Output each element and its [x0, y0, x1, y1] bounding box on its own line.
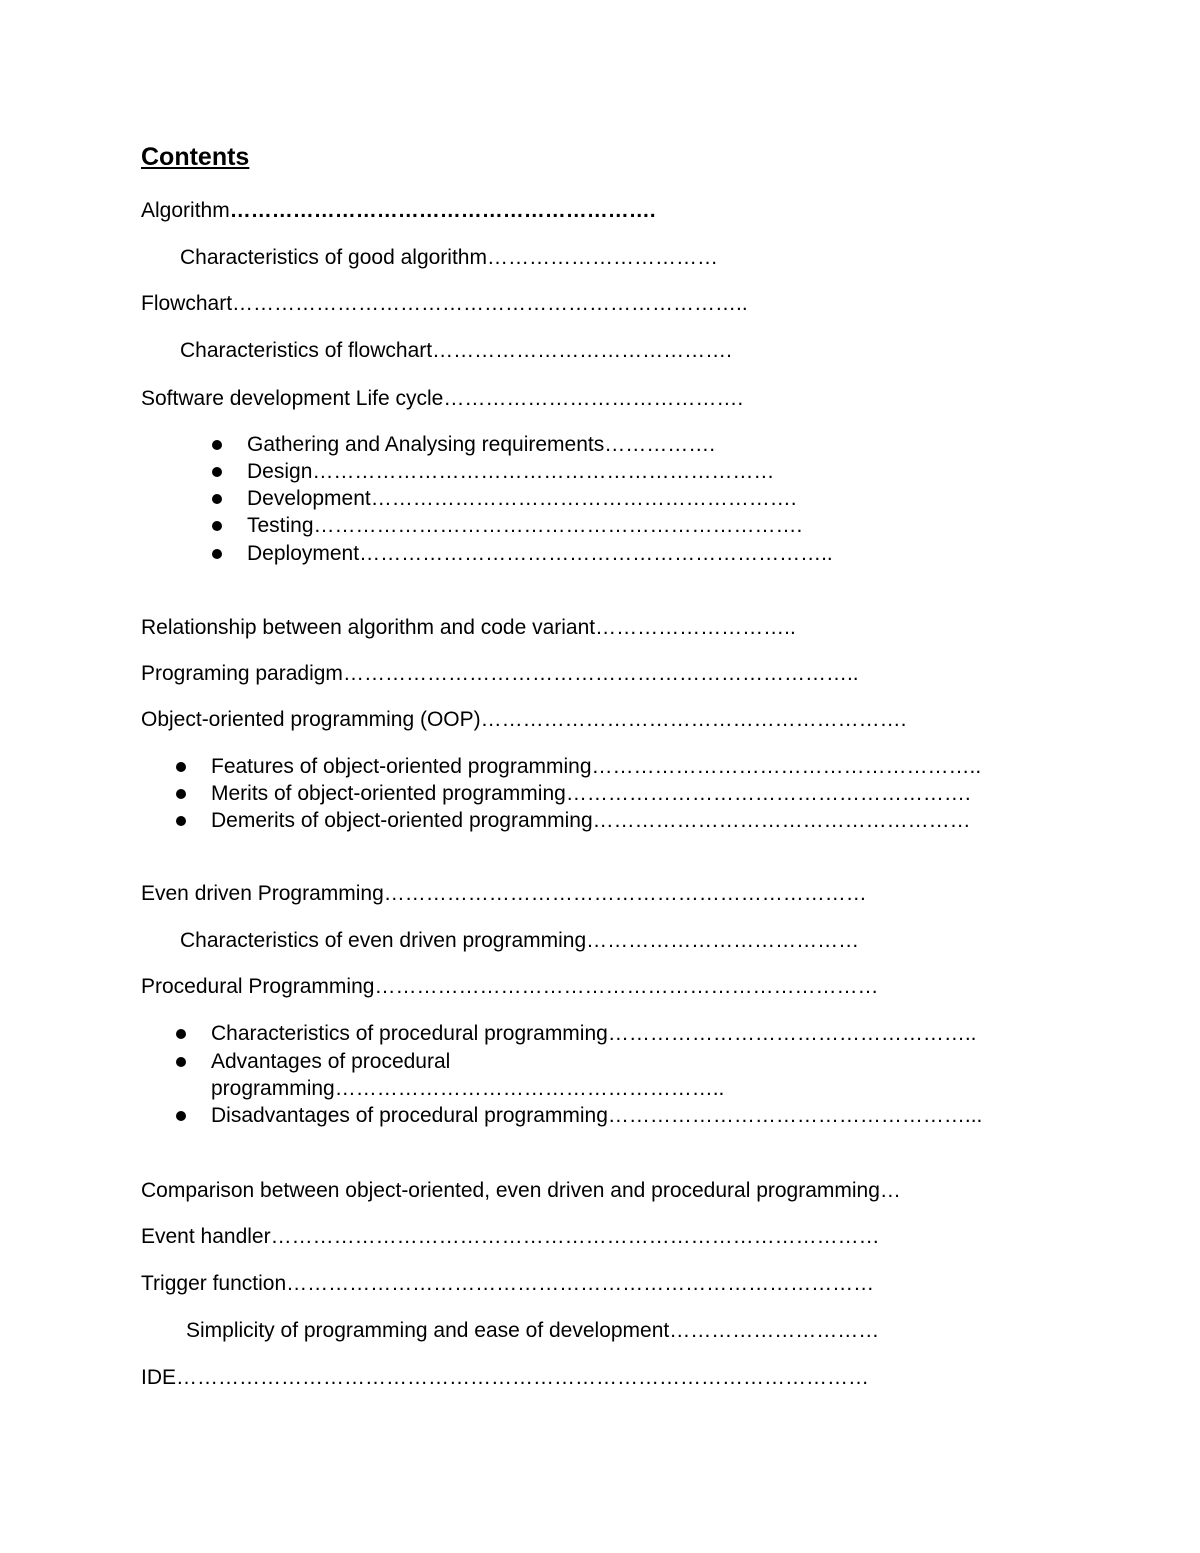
list-item — [211, 809, 971, 833]
toc-entry-event-handler — [141, 1225, 880, 1249]
list-item-label: Testing — [247, 514, 314, 537]
toc-entry-algorithm — [141, 199, 656, 223]
list-item-label: Features of object-oriented programming — [211, 755, 592, 778]
toc-leader: …………………………………………………………………………… — [270, 1225, 880, 1248]
bullet-icon — [212, 494, 222, 504]
toc-label: Characteristics of even driven programming — [180, 929, 587, 952]
list-item-label: Deployment — [247, 542, 360, 565]
toc-leader: …………………………… — [486, 246, 718, 269]
list-item — [211, 1050, 450, 1074]
list-item-label: Disadvantages of procedural programming — [211, 1104, 608, 1127]
list-item — [211, 782, 971, 806]
list-item-label: Merits of object-oriented programming — [211, 782, 566, 805]
toc-leader: ……………………………………. — [432, 339, 732, 362]
bullet-icon — [212, 521, 222, 531]
toc-entry-simplicity — [186, 1319, 879, 1343]
list-item-leader: …………………………………………………. — [565, 782, 971, 805]
list-item — [247, 487, 797, 511]
list-item — [247, 433, 715, 457]
list-item — [247, 542, 833, 566]
toc-entry-characteristics-event-driven — [180, 929, 859, 953]
toc-leader: … — [879, 1179, 901, 1202]
toc-entry-paradigm — [141, 662, 859, 686]
toc-leader: ……………………………………………………………… — [374, 975, 879, 998]
toc-label: Flowchart — [141, 292, 233, 315]
toc-label: Trigger function — [141, 1272, 287, 1295]
list-item-leader: ……………………………………………... — [607, 1104, 983, 1127]
toc-leader: ……………………….. — [595, 616, 796, 639]
list-item-label: Development — [247, 487, 371, 510]
toc-leader: ……………………………………………………………….. — [342, 662, 859, 685]
toc-leader: …………………………………………………………… — [383, 882, 867, 905]
list-item-leader: ……………………………………………….. — [334, 1077, 725, 1100]
toc-label: Object-oriented programming (OOP) — [141, 708, 481, 731]
toc-entry-oop — [141, 708, 906, 732]
list-item-label: Advantages of procedural — [211, 1050, 451, 1073]
list-item-leader: ……………………………………………………………. — [313, 514, 803, 537]
toc-entry-trigger-function — [141, 1272, 874, 1296]
page-title: Contents — [141, 143, 250, 171]
toc-entry-ide — [141, 1366, 869, 1390]
toc-entry-event-driven — [141, 882, 867, 906]
list-item — [247, 514, 802, 538]
toc-label: Software development Life cycle — [141, 387, 444, 410]
toc-label: IDE — [141, 1366, 177, 1389]
toc-label: Comparison between object-oriented, even driven and procedural programming — [141, 1179, 880, 1202]
bullet-icon — [176, 789, 186, 799]
list-item — [211, 755, 981, 779]
bullet-icon — [212, 467, 222, 477]
list-item-leader: ……………. — [604, 433, 716, 456]
toc-entry-comparison — [141, 1179, 901, 1203]
list-item-label: programming — [211, 1077, 335, 1100]
bullet-icon — [212, 440, 222, 450]
bullet-icon — [176, 1057, 186, 1067]
list-item-label: Design — [247, 460, 313, 483]
list-item-leader: ………………………………………………………… — [312, 460, 775, 483]
list-item-leader: ………………………………………………………….. — [359, 542, 833, 565]
toc-leader: ………………………………… — [586, 929, 860, 952]
list-item-label: Gathering and Analysing requirements — [247, 433, 605, 456]
toc-entry-relationship — [141, 616, 796, 640]
toc-label: Characteristics of flowchart — [180, 339, 433, 362]
toc-entry-characteristics-flowchart — [180, 339, 732, 363]
toc-leader: ………………………………………………………………………… — [286, 1272, 875, 1295]
toc-label: Relationship between algorithm and code variant — [141, 616, 596, 639]
list-item — [247, 460, 774, 484]
toc-leader: ……………………………………………………. — [229, 199, 656, 222]
toc-label: Characteristics of good algorithm — [180, 246, 487, 269]
bullet-icon — [212, 549, 222, 559]
toc-label: Procedural Programming — [141, 975, 375, 998]
list-item — [211, 1104, 982, 1128]
toc-leader: ……………………………………………………………….. — [232, 292, 748, 315]
list-item-label: Demerits of object-oriented programming — [211, 809, 593, 832]
toc-entry-procedural — [141, 975, 878, 999]
toc-leader: ………………………… — [669, 1319, 880, 1342]
bullet-icon — [176, 762, 186, 772]
toc-label: Programing paradigm — [141, 662, 343, 685]
toc-entry-sdlc — [141, 387, 743, 411]
list-item — [211, 1022, 977, 1046]
toc-entry-characteristics-algorithm — [180, 246, 718, 270]
toc-label: Event handler — [141, 1225, 271, 1248]
toc-leader: ……………………………………………………. — [480, 708, 907, 731]
toc-entry-flowchart — [141, 292, 748, 316]
list-item-leader: ……………………………………………………. — [370, 487, 797, 510]
toc-label: Even driven Programming — [141, 882, 384, 905]
list-item-leader: ……………………………………………… — [592, 809, 971, 832]
list-item-leader: ……………………………………………….. — [591, 755, 982, 778]
bullet-icon — [176, 1111, 186, 1121]
bullet-icon — [176, 816, 186, 826]
list-item-leader: …………………………………………….. — [607, 1022, 977, 1045]
toc-label: Algorithm — [141, 199, 230, 222]
bullet-icon — [176, 1029, 186, 1039]
list-item-continuation — [211, 1077, 724, 1101]
toc-label: Simplicity of programming and ease of development — [186, 1319, 670, 1342]
toc-leader: ……………………………………………………………………………………… — [176, 1366, 870, 1389]
toc-leader: ……………………………………. — [443, 387, 744, 410]
list-item-label: Characteristics of procedural programming — [211, 1022, 608, 1045]
